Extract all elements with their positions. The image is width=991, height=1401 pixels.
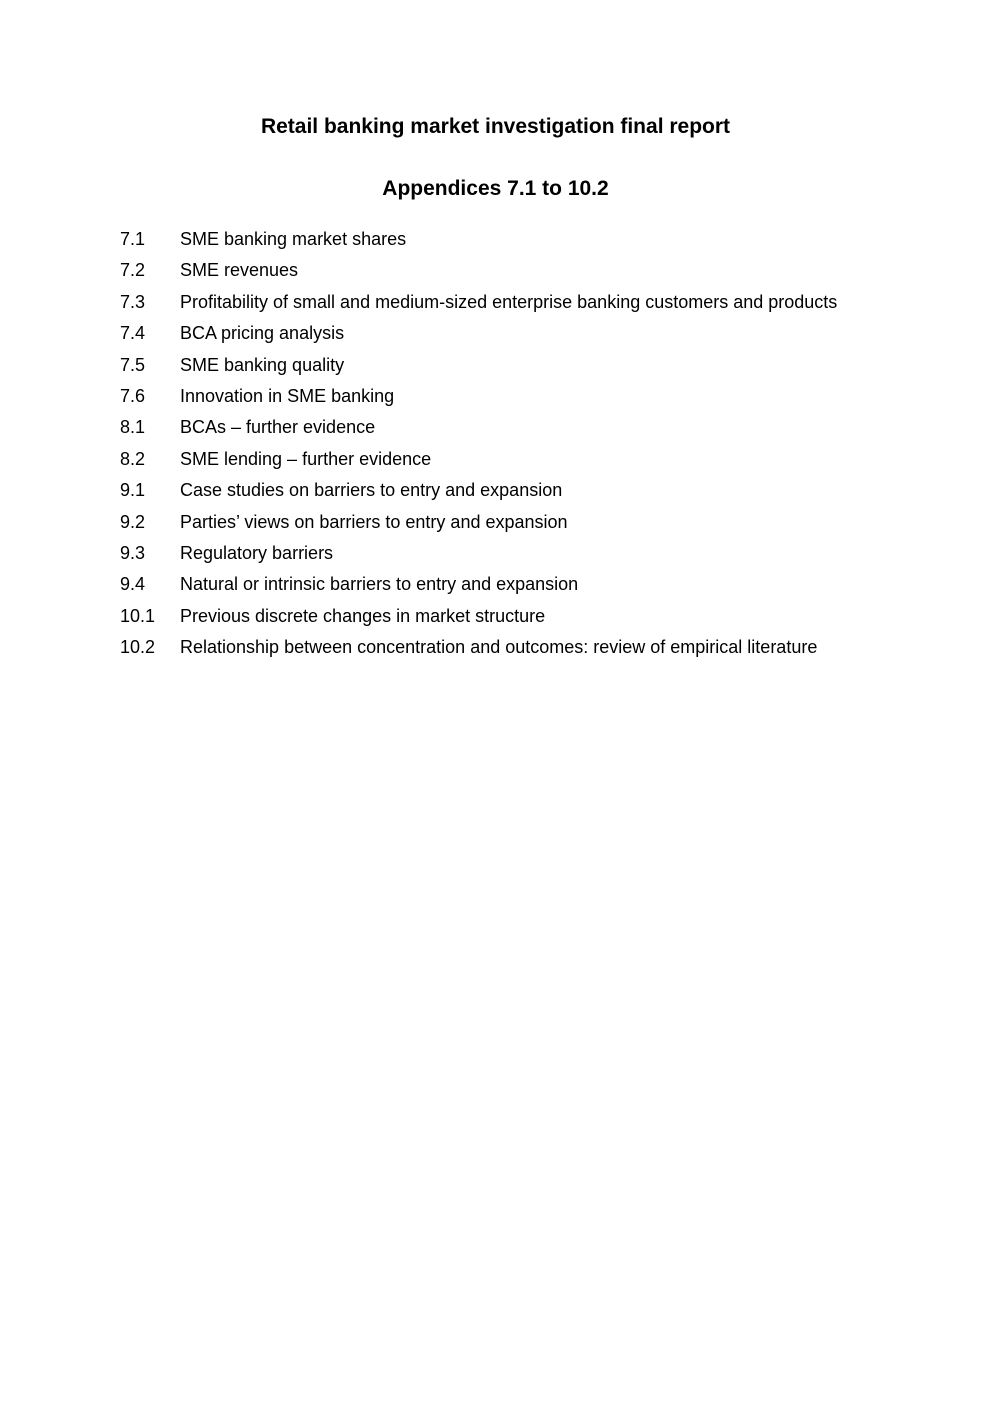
appendix-item: [120, 636, 840, 659]
appendix-title: SME banking quality: [180, 354, 345, 375]
appendix-number: 9.4: [120, 574, 146, 595]
appendix-number: 7.6: [120, 385, 146, 406]
appendix-title: Parties’ views on barriers to entry and expansion: [180, 511, 568, 532]
appendix-item: [120, 385, 840, 408]
appendix-item: [120, 259, 840, 282]
appendix-item: [120, 573, 840, 596]
appendix-item: [120, 448, 840, 471]
document-title: Retail banking market investigation final report: [260, 115, 731, 138]
appendix-title: Relationship between concentration and outcomes: review of empirical literature: [180, 637, 818, 658]
appendix-item: [120, 228, 840, 251]
appendix-list: [120, 228, 840, 667]
appendix-title: Natural or intrinsic barriers to entry and expansion: [180, 574, 579, 595]
appendix-title: SME lending – further evidence: [180, 448, 432, 469]
appendix-number: 7.3: [120, 291, 146, 312]
appendix-title: Innovation in SME banking: [180, 385, 395, 406]
appendix-number: 8.1: [120, 417, 146, 438]
appendix-title: Previous discrete changes in market structure: [180, 605, 546, 626]
appendix-number: 9.2: [120, 511, 146, 532]
appendix-item: [120, 354, 840, 377]
appendix-number: 9.3: [120, 542, 146, 563]
appendix-item: [120, 291, 840, 314]
appendix-title: SME banking market shares: [180, 229, 407, 249]
appendix-number: 7.5: [120, 354, 146, 375]
appendix-title: Profitability of small and medium-sized enterprise banking customers and products: [180, 291, 838, 312]
appendix-number: 9.1: [120, 480, 146, 501]
appendix-number: 7.1: [120, 229, 146, 249]
appendix-title: SME revenues: [180, 260, 299, 281]
appendix-number: 7.2: [120, 260, 146, 281]
appendix-number: 10.2: [120, 637, 156, 658]
appendix-number: 10.1: [120, 605, 156, 626]
appendix-item: [120, 542, 840, 565]
appendix-title: Regulatory barriers: [180, 542, 334, 563]
appendix-item: [120, 605, 840, 628]
appendix-title: Case studies on barriers to entry and expansion: [180, 480, 563, 501]
appendix-title: BCAs – further evidence: [180, 417, 376, 438]
appendix-number: 8.2: [120, 448, 146, 469]
appendix-item: [120, 322, 840, 345]
appendix-item: [120, 416, 840, 439]
appendix-item: [120, 479, 840, 502]
appendix-title: BCA pricing analysis: [180, 323, 345, 344]
appendix-number: 7.4: [120, 323, 146, 344]
appendix-item: [120, 511, 840, 534]
document-subtitle: Appendices 7.1 to 10.2: [382, 177, 609, 200]
